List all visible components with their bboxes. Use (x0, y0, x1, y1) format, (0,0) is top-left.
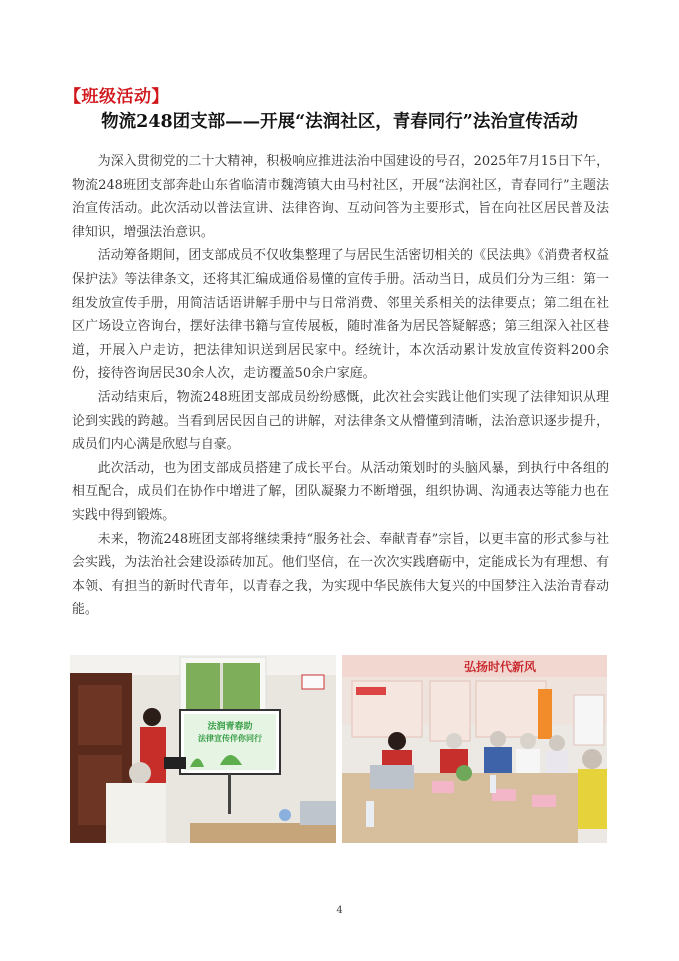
paragraph: 此次活动，也为团支部成员搭建了成长平台。从活动策划时的头脑风暴，到执行中各组的相互配合，成员们在协作中增进了解，团队凝聚力不断增强，组织协调、沟通表达等能力也在实践中得到锻炼。 (72, 460, 609, 523)
paragraph: 为深入贯彻党的二十大精神，积极响应推进法治中国建设的号召，2025年7月15日下午，物流248班团支部奔赴山东省临清市魏湾镇大由马村社区，开展“法润社区，青春同行”主题法治宣传活动。此次活动以普法宣讲、法律咨询、互动问答为主要形式，旨在向社区居民普及法律知识，增强法治意识。 (72, 154, 609, 240)
section-tag: 【班级活动】 (64, 87, 169, 107)
page-number: 4 (336, 905, 343, 916)
activity-photo-presentation (70, 655, 336, 843)
article-body (72, 150, 609, 622)
activity-photo-meeting (342, 655, 607, 843)
paragraph: 未来，物流248班团支部将继续秉持“服务社会、奉献青春”宗旨，以更丰富的形式参与社会实践，为法治社会建设添砖加瓦。他们坚信，在一次次实践磨砺中，定能成长为有理想、有本领、有担当的新时代青年，以青春之我，为实现中华民族伟大复兴的中国梦注入法治青春动能。 (72, 531, 609, 618)
paragraph: 活动筹备期间，团支部成员不仅收集整理了与居民生活密切相关的《民法典》《消费者权益保护法》等法律条文，还将其汇编成通俗易懂的宣传手册。活动当日，成员们分为三组：第一组发放宣传手册，用简洁话语讲解手册中与日常消费、邻里关系相关的法律要点；第二组在社区广场设立咨询台，摆好法律书籍与宣传展板，随时准备为居民答疑解惑；第三组深入社区巷道，开展入户走访，把法律知识送到居民家中。经统计，本次活动累计发放宣传资料200余份，接待咨询居民30余人次，走访覆盖50余户家庭。 (72, 248, 609, 382)
svg-text:法律宣传伴你同行: 法律宣传伴你同行 (198, 734, 262, 743)
article-title: 物流248团支部——开展“法润社区，青春同行”法治宣传活动 (101, 112, 578, 132)
paragraph: 活动结束后，物流248班团支部成员纷纷感慨，此次社会实践让他们实现了法律知识从理论到实践的跨越。当看到居民因自己的讲解，对法律条文从懵懂到清晰，法治意识逐步提升，成员们内心满是欣慰与自豪。 (72, 389, 609, 453)
svg-text:弘扬时代新风: 弘扬时代新风 (463, 660, 537, 674)
svg-text:法润青春助: 法润青春助 (207, 722, 253, 732)
